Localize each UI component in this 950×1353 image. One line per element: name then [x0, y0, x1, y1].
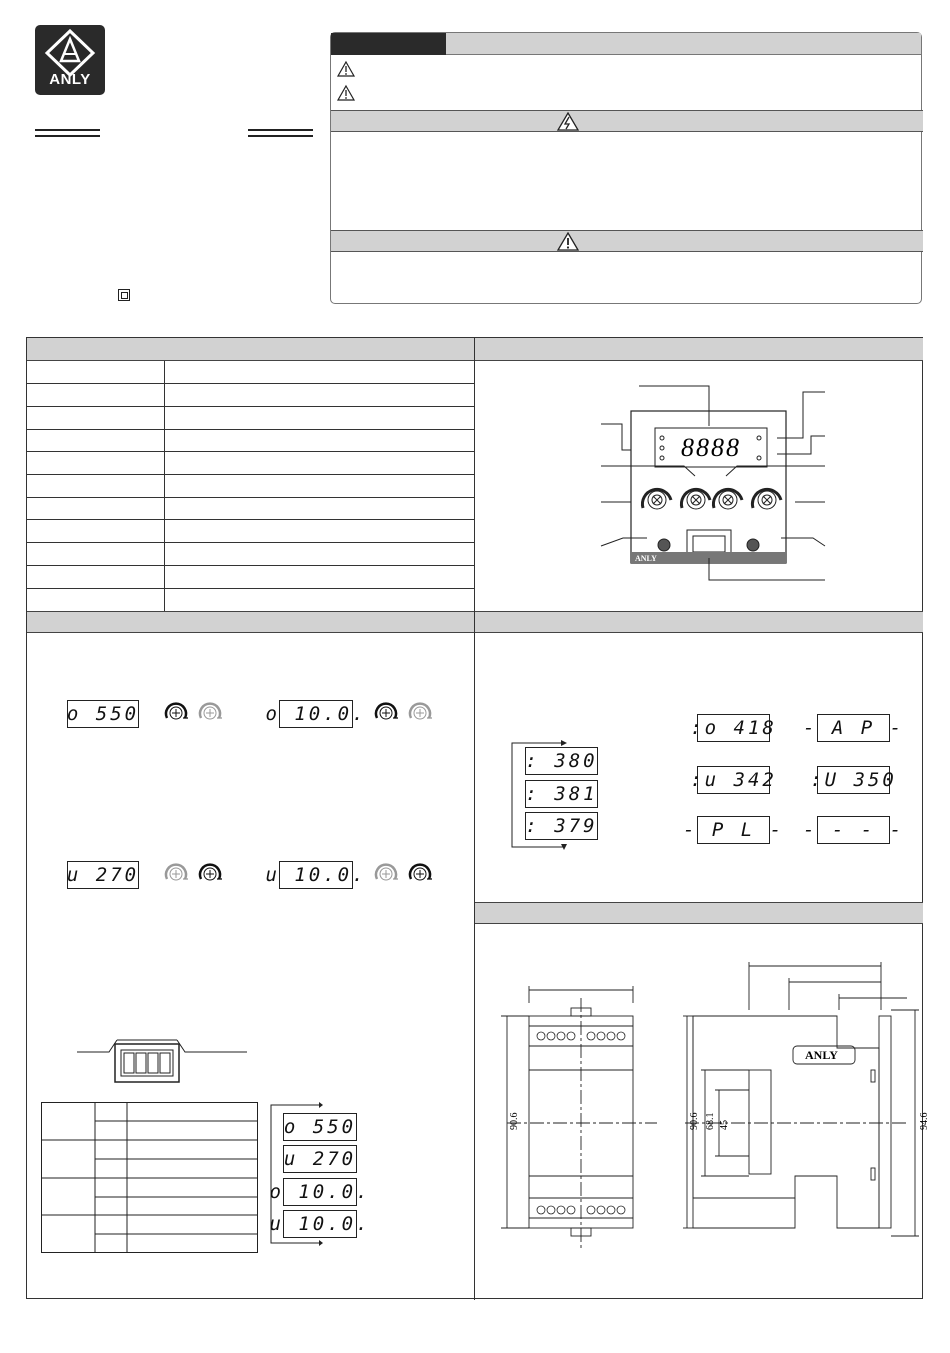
double-insulation-icon	[118, 289, 130, 301]
display-fault-none: - - - -	[817, 816, 890, 844]
display-fault-pl: - P L -	[697, 816, 770, 844]
title-rule-left	[35, 129, 100, 137]
anly-logo-icon	[35, 25, 105, 77]
table-row	[27, 497, 474, 498]
dip-setting-table	[41, 1102, 261, 1255]
display-uv-delay: u 10.0.	[279, 861, 353, 889]
warning-title-fill	[446, 33, 921, 55]
brand-logo	[35, 25, 105, 95]
display-ov-delay: o 10.0.	[279, 700, 353, 728]
danger-header	[331, 110, 923, 132]
dim-right-height-total: 94.6	[919, 1112, 930, 1130]
table-row	[27, 383, 474, 384]
table-row	[27, 542, 474, 543]
dim-right-height-mid: 68.1	[705, 1112, 716, 1130]
display-header	[475, 611, 923, 633]
knob-active-icon	[373, 700, 399, 726]
logo-text: ANLY	[49, 71, 91, 88]
panel-callouts	[597, 378, 847, 608]
warning-title-bar	[331, 33, 446, 55]
display-fault-u350: :U 350	[817, 766, 890, 794]
safety-warning-box	[330, 32, 922, 304]
specifications-header	[27, 338, 475, 361]
dimension-drawings	[487, 958, 930, 1248]
caution-icon	[557, 232, 579, 251]
display-cycle-1: o 550	[283, 1113, 357, 1141]
table-row	[27, 565, 474, 566]
warning-triangle-icon	[337, 61, 355, 77]
knob-inactive-icon	[163, 861, 189, 887]
dimensions-header	[475, 902, 923, 924]
display-fault-uv: :u 342	[697, 766, 770, 794]
panel-layout-header	[475, 338, 923, 361]
table-row	[27, 451, 474, 452]
dim-side-brand: ANLY	[805, 1048, 838, 1062]
display-voltage-1: : 380	[525, 747, 598, 775]
display-cycle-2: u 270	[283, 1145, 357, 1173]
table-row	[27, 519, 474, 520]
display-ov-setting: o 550	[67, 700, 139, 728]
display-voltage-3: : 379	[525, 812, 598, 840]
title-rule-right	[248, 129, 313, 137]
column-divider	[474, 338, 475, 1300]
knob-active-icon	[197, 861, 223, 887]
display-cycle-4: u 10.0.	[283, 1210, 357, 1238]
knob-active-icon	[163, 700, 189, 726]
spec-table-divider	[164, 361, 165, 611]
caution-header	[331, 230, 923, 252]
dim-right-height-inner: 45	[719, 1120, 730, 1130]
display-fault-ov: :o 418	[697, 714, 770, 742]
panel-brand-label: ANLY	[635, 554, 657, 563]
dim-left-height: 90.6	[509, 1112, 520, 1130]
display-cycle-3: o 10.0.	[283, 1178, 357, 1206]
table-row	[27, 429, 474, 430]
display-voltage-2: : 381	[525, 780, 598, 808]
knob-inactive-icon	[407, 700, 433, 726]
main-content-frame	[26, 337, 930, 1299]
knob-active-icon	[407, 861, 433, 887]
dip-switch-diagram	[77, 1028, 257, 1088]
table-row	[27, 406, 474, 407]
table-row	[27, 588, 474, 589]
display-uv-setting: u 270	[67, 861, 139, 889]
dim-right-height-outer: 90.6	[689, 1112, 700, 1130]
display-fault-ap: - A P -	[817, 714, 890, 742]
knob-inactive-icon	[197, 700, 223, 726]
panel-digits: 8888	[681, 433, 741, 462]
electric-hazard-icon	[557, 112, 579, 131]
table-row	[27, 474, 474, 475]
settings-header	[27, 611, 475, 633]
knob-inactive-icon	[373, 861, 399, 887]
warning-triangle-icon	[337, 85, 355, 101]
